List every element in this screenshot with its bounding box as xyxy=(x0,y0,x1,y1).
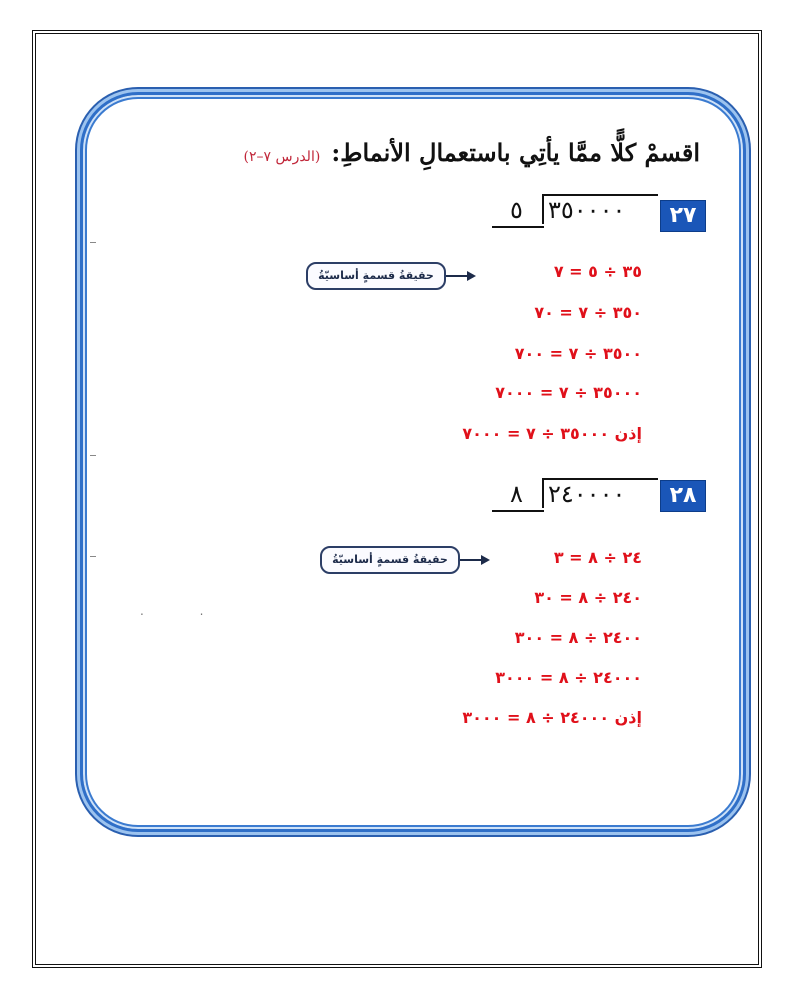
divisor: ٨ xyxy=(510,480,523,508)
equation-line: ٢٤ ÷ ٨ = ٣ xyxy=(553,548,642,567)
equation-line: ٣٥ ÷ ٥ = ٧ xyxy=(553,262,642,281)
panel-tick xyxy=(90,556,96,557)
problem-number-28: ٢٨ xyxy=(660,480,706,512)
equation-line: ٢٤٠ ÷ ٨ = ٣٠ xyxy=(534,588,642,607)
dividend: ٢٤٠٠٠٠ xyxy=(548,480,626,508)
divisor: ٥ xyxy=(510,196,523,224)
panel-tick xyxy=(90,242,96,243)
basic-fact-callout: حقيقةُ قسمةٍ أساسيّةُ xyxy=(306,262,446,290)
long-division-27 xyxy=(490,192,660,232)
conclusion-line: إذن ٢٤٠٠٠ ÷ ٨ = ٣٠٠٠ xyxy=(462,708,642,727)
exercise-instructions xyxy=(244,138,701,167)
division-bracket xyxy=(542,194,544,224)
division-bracket xyxy=(542,478,544,508)
panel-tick xyxy=(90,455,96,456)
equation-line: ٣٥٠٠ ÷ ٧ = ٧٠٠ xyxy=(514,344,642,363)
equation-line: ٢٤٠٠ ÷ ٨ = ٣٠٠ xyxy=(514,628,642,647)
basic-fact-callout: حقيقةُ قسمةٍ أساسيّةُ xyxy=(320,546,460,574)
quotient-line xyxy=(492,510,544,512)
callout-arrow xyxy=(460,559,482,561)
equation-line: ٣٥٠ ÷ ٧ = ٧٠ xyxy=(534,303,642,322)
long-division-28 xyxy=(490,476,660,516)
stray-dots: . . xyxy=(140,604,230,618)
equation-line: ٣٥٠٠٠ ÷ ٧ = ٧٠٠٠ xyxy=(495,383,642,402)
quotient-line xyxy=(492,226,544,228)
instruction-text: اقسمْ كلًّا ممَّا يأتِي باستعمالِ الأنماطِ: xyxy=(331,138,700,167)
dividend: ٣٥٠٠٠٠ xyxy=(548,196,626,224)
callout-arrow xyxy=(446,275,468,277)
lesson-reference: (الدرس ٧–٢) xyxy=(243,149,321,165)
conclusion-line: إذن ٣٥٠٠٠ ÷ ٧ = ٧٠٠٠ xyxy=(462,424,642,443)
equation-line: ٢٤٠٠٠ ÷ ٨ = ٣٠٠٠ xyxy=(495,668,642,687)
problem-number-27: ٢٧ xyxy=(660,200,706,232)
